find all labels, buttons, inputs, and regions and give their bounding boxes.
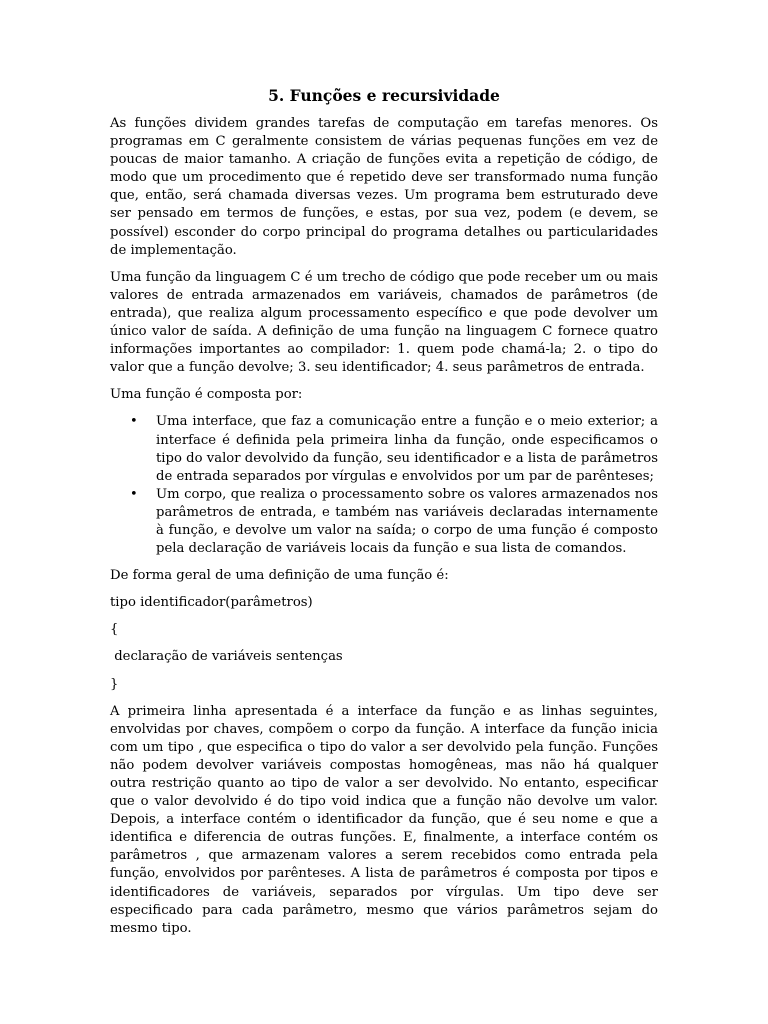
bullet-icon: • xyxy=(130,486,138,502)
bullet-icon: • xyxy=(130,414,138,430)
code-line-signature: tipo identificador(parâmetros) xyxy=(110,595,313,611)
paragraph-composition-lead: Uma função é composta por: xyxy=(110,387,303,403)
list-item xyxy=(110,486,658,558)
paragraph-function-definition: Uma função da linguagem C é um trecho de código que pode receber um ou mais valores de entrada armazenados em variáveis, chamados de parâmetros (de entrada), que realiza algum processamento específico e que pode devolver um único valor de saída. A definição de uma função na linguagem C fornece quatro informações importantes ao compilador: 1. quem pode chamá-la; 2. o tipo do valor que a função devolve; 3. seu identificador; 4. seus parâmetros de entrada. xyxy=(110,269,658,376)
paragraph-interface-explanation: A primeira linha apresentada é a interface da função e as linhas seguintes, envolvidas por chaves, compõem o corpo da função. A interface da função inicia com um tipo , que especifica o tipo do valor a ser devolvido pela função. Funções não podem devolver variáveis compostas homogêneas, mas não há qualquer outra restrição quanto ao tipo de valor a ser devolvido. No entanto, especificar que o valor devolvido é do tipo void indica que a função não devolve um valor. Depois, a interface contém o identificador da função, que é seu nome e que a identifica e diferencia de outras funções. E, finalmente, a interface contém os parâmetros , que armazenam valores a serem recebidos como entrada pela função, envolvidos por parênteses. A lista de parâmetros é composta por tipos e identificadores de variáveis, separados por vírgulas. Um tipo deve ser especificado para cada parâmetro, mesmo que vários parâmetros sejam do mesmo tipo. xyxy=(110,703,658,936)
composition-list xyxy=(110,413,658,558)
list-item-text: Uma interface, que faz a comunicação entre a função e o meio exterior; a interface é definida pela primeira linha da função, onde especificamos o tipo do valor devolvido da função, seu identificador e a lista de parâmetros de entrada separados por vírgulas e envolvidos por um par de parênteses; xyxy=(156,414,658,484)
code-line-open-brace: { xyxy=(110,622,119,638)
list-item-text: Um corpo, que realiza o processamento sobre os valores armazenados nos parâmetros de entrada, e também nas variáveis declaradas internamente à função, e devolve um valor na saída; o corpo de uma função é composto pela declaração de variáveis locais da função e sua lista de comandos. xyxy=(156,486,658,557)
code-line-body: declaração de variáveis sentenças xyxy=(110,649,343,665)
code-line-close-brace: } xyxy=(110,676,119,692)
list-item xyxy=(110,413,658,485)
paragraph-definition-lead: De forma geral de uma definição de uma função é: xyxy=(110,568,449,584)
document-body xyxy=(110,86,658,947)
section-title: 5. Funções e recursividade xyxy=(268,86,500,105)
paragraph-intro: As funções dividem grandes tarefas de computação em tarefas menores. Os programas em C geralmente consistem de várias pequenas funções em vez de poucas de maior tamanho. A criação de funções evita a repetição de código, de modo que um procedimento que é repetido deve ser transformado numa função que, então, será chamada diversas vezes. Um programa bem estruturado deve ser pensado em termos de funções, e estas, por sua vez, podem (e devem, se possível) esconder do corpo principal do programa detalhes ou particularidades de implementação. xyxy=(110,116,658,258)
